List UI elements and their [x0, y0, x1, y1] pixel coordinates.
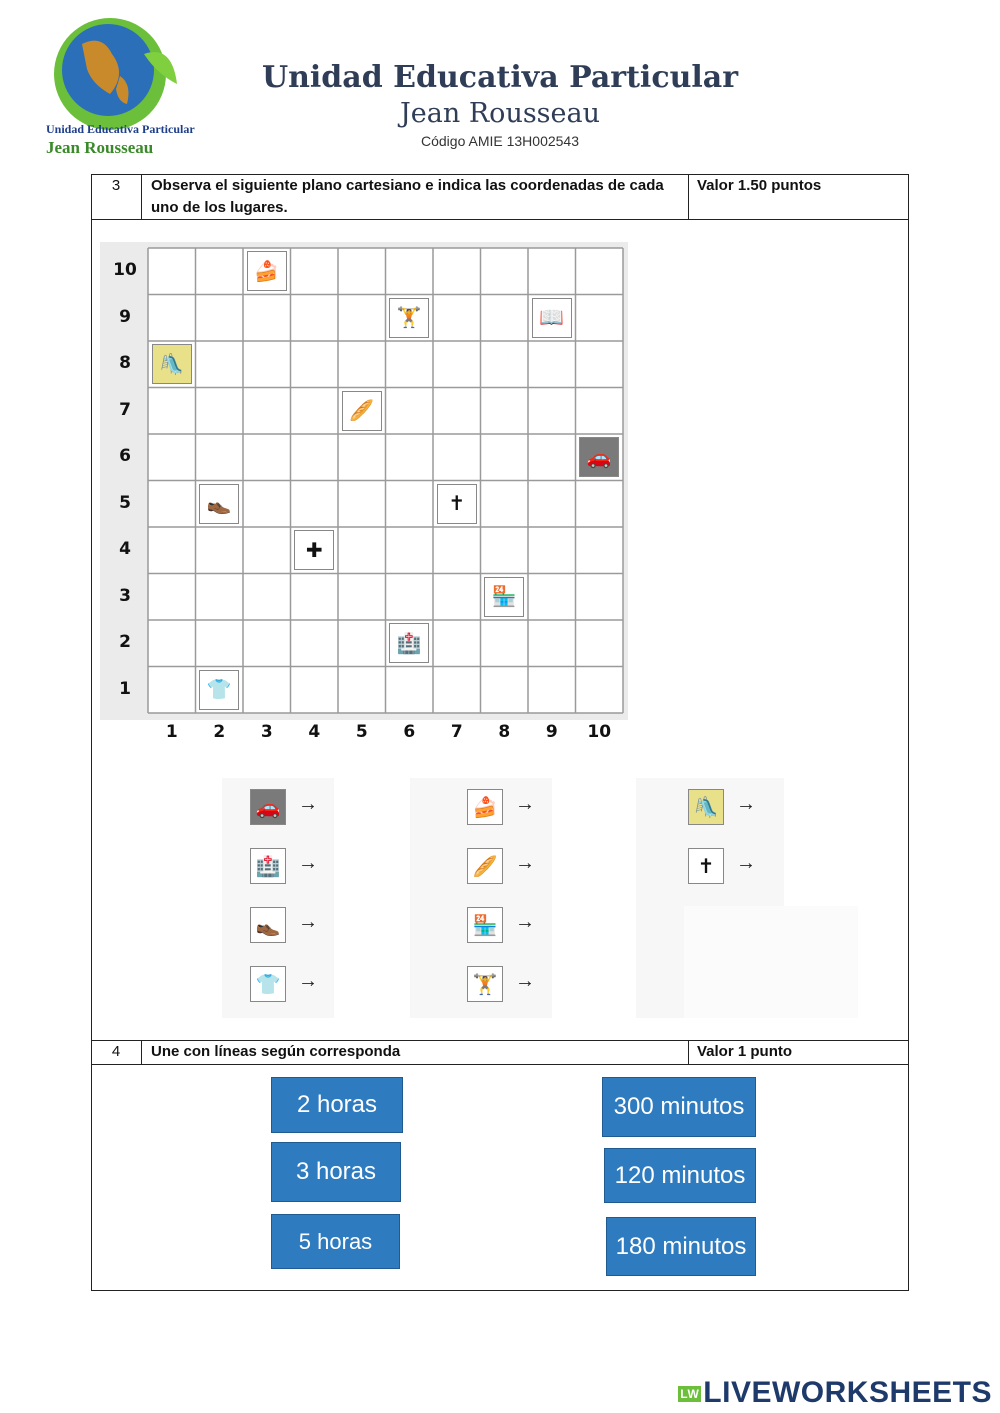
pharmacy-icon: ✚: [294, 530, 334, 570]
question-value: Valor 1.50 puntos: [697, 177, 822, 194]
gym-icon: 🏋: [467, 966, 503, 1002]
arrow-icon: →: [298, 793, 318, 815]
arrow-icon: →: [736, 793, 756, 815]
y-tick: 8: [119, 353, 131, 374]
y-tick: 2: [119, 632, 131, 653]
x-tick: 4: [308, 722, 321, 742]
page-title: Unidad Educativa Particular: [261, 60, 739, 95]
x-tick: 9: [545, 722, 558, 742]
arrow-icon: →: [515, 793, 535, 815]
logo-text-line2: Jean Rousseau: [46, 138, 154, 157]
divider: [688, 174, 689, 219]
church-icon: ✝: [437, 484, 477, 524]
x-tick: 5: [355, 722, 368, 742]
hours-box-3[interactable]: 3 horas: [271, 1142, 401, 1202]
y-tick: 6: [119, 446, 131, 467]
divider: [91, 219, 909, 220]
y-tick: 1: [119, 678, 131, 699]
y-tick: 3: [119, 585, 131, 606]
bakery-icon: 🥖: [342, 391, 382, 431]
y-tick: 10: [113, 260, 137, 281]
bakery-icon: 🥖: [467, 848, 503, 884]
arrow-icon: →: [298, 911, 318, 933]
divider: [141, 174, 142, 219]
hospital-icon: 🏥: [250, 848, 286, 884]
clothing-shop-icon: 👕: [250, 966, 286, 1002]
minutes-box-180[interactable]: 180 minutos: [606, 1217, 756, 1276]
shoe-shop-icon: 👞: [250, 907, 286, 943]
brand-text: LIVEWORKSHEETS: [703, 1376, 992, 1409]
page-subtitle: Jean Rousseau: [399, 98, 601, 129]
bookstore-icon: 📖: [532, 298, 572, 338]
answer-panel-blank: [684, 906, 858, 1018]
playground-icon: 🛝: [688, 789, 724, 825]
arrow-icon: →: [298, 970, 318, 992]
divider: [141, 1040, 142, 1064]
y-tick: 4: [119, 539, 131, 560]
x-tick: 2: [213, 722, 226, 742]
question-prompt: Observa el siguiente plano cartesiano e indica las coordenadas de cada uno de los lugares.: [151, 177, 664, 216]
x-tick: 6: [403, 722, 416, 742]
x-tick: 10: [587, 722, 612, 742]
shoe-shop-icon: 👞: [199, 484, 239, 524]
restaurant-icon: 🏪: [484, 577, 524, 617]
arrow-icon: →: [736, 852, 756, 874]
x-tick: 3: [260, 722, 273, 742]
clothing-shop-icon: 👕: [199, 670, 239, 710]
y-tick: 9: [119, 306, 131, 327]
question-number: 3: [111, 177, 121, 194]
y-tick: 7: [119, 399, 131, 420]
hours-box-2[interactable]: 2 horas: [271, 1077, 403, 1133]
cake-shop-icon: 🍰: [467, 789, 503, 825]
playground-icon: 🛝: [152, 344, 192, 384]
arrow-icon: →: [298, 852, 318, 874]
hours-box-5[interactable]: 5 horas: [271, 1214, 400, 1269]
arrow-icon: →: [515, 911, 535, 933]
logo-text-line1: Unidad Educativa Particular: [46, 122, 195, 136]
question-value: Valor 1 punto: [697, 1043, 793, 1060]
hospital-icon: 🏥: [389, 623, 429, 663]
restaurant-icon: 🏪: [467, 907, 503, 943]
y-tick: 5: [119, 492, 131, 513]
x-tick: 1: [165, 722, 178, 742]
question-prompt: Une con líneas según corresponda: [151, 1043, 401, 1060]
divider: [688, 1040, 689, 1064]
parking-icon: 🚗: [579, 437, 619, 477]
minutes-box-120[interactable]: 120 minutos: [604, 1148, 756, 1203]
divider: [91, 1064, 909, 1065]
amie-code: Código AMIE 13H002543: [421, 133, 579, 149]
church-icon: ✝: [688, 848, 724, 884]
gym-icon: 🏋: [389, 298, 429, 338]
arrow-icon: →: [515, 970, 535, 992]
parking-icon: 🚗: [250, 789, 286, 825]
question-number: 4: [111, 1043, 121, 1060]
cake-shop-icon: 🍰: [247, 251, 287, 291]
x-tick: 8: [498, 722, 511, 742]
arrow-icon: →: [515, 852, 535, 874]
x-tick: 7: [450, 722, 463, 742]
minutes-box-300[interactable]: 300 minutos: [602, 1077, 756, 1137]
liveworksheets-logo: [678, 1376, 992, 1410]
lw-badge: LW: [680, 1387, 700, 1402]
